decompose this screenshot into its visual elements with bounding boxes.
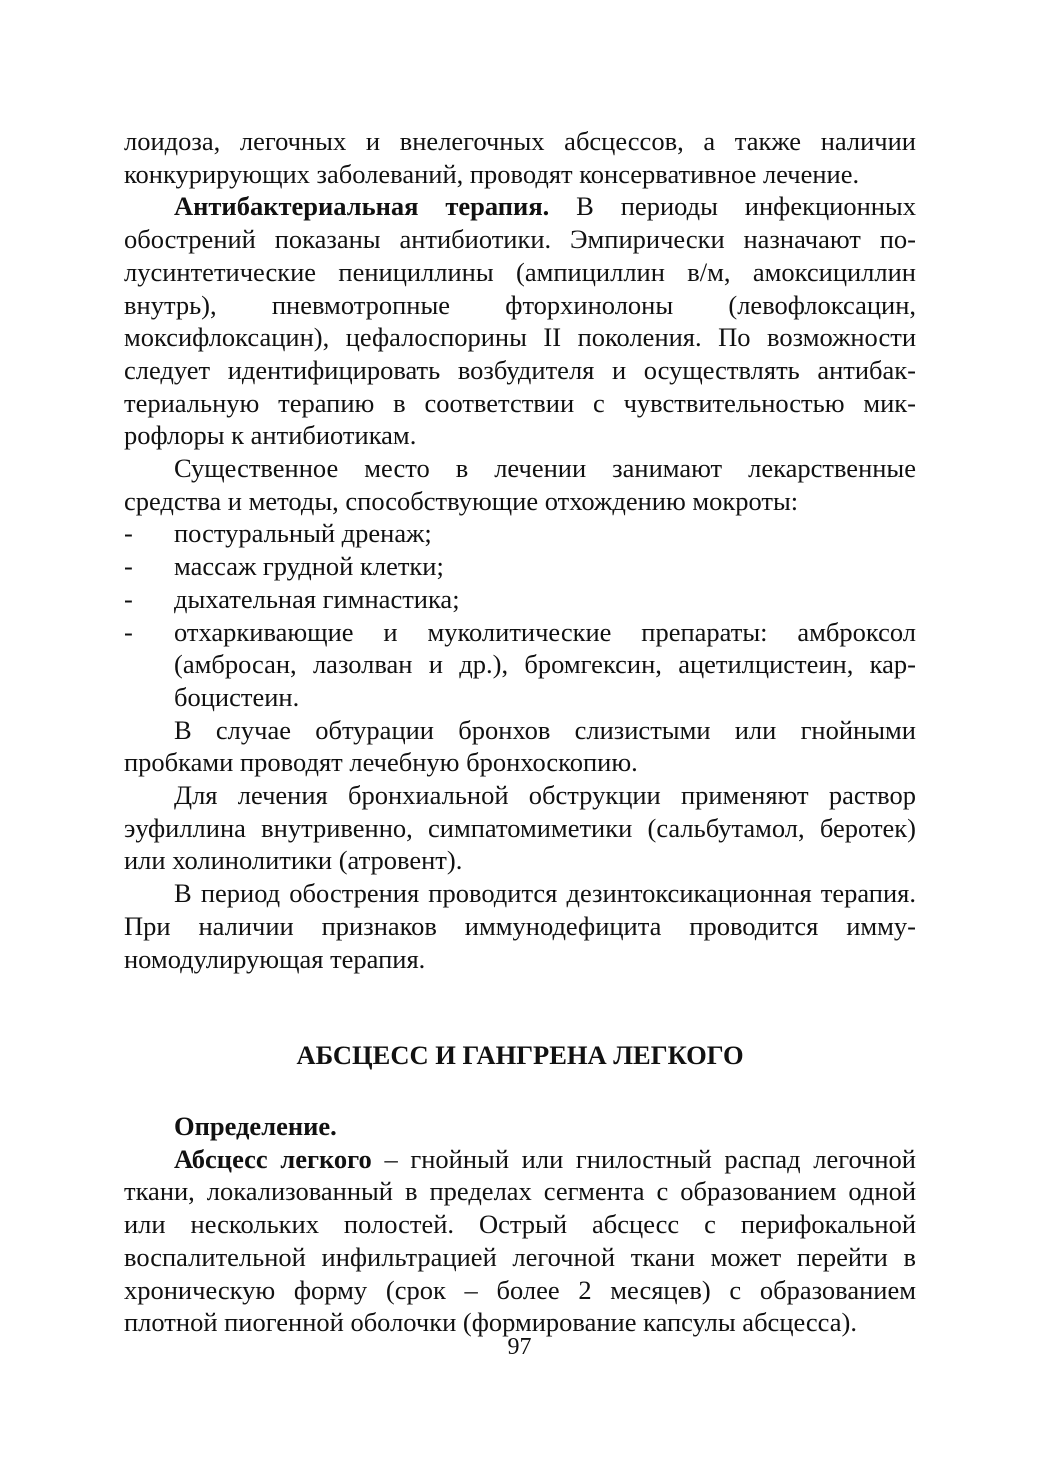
list-item-text: постуральный дренаж; [174, 518, 432, 549]
paragraph-conservative-treatment: лоидоза, легочных и внелегочных абсцессов, а также наличии конкурирующих заболеваний, проводят консервативное лечение. [124, 126, 916, 189]
paragraph-detox-therapy: В период обострения проводится дезинтоксикационная терапия. При наличии признаков иммунодефицита проводится иммуномодулирующая терапия. [124, 878, 916, 974]
heading-antibacterial-therapy: Антибактериальная терапия. [174, 191, 550, 222]
definition-heading: Определение. [174, 1110, 337, 1141]
list-item-text: дыхательная гимнастика; [174, 583, 460, 614]
list-item [124, 616, 916, 714]
abscess-definition-text: – гнойный или гнилостный распад легочной ткани, локализованный в пределах сегмента с образованием одной или нескольких полостей. Острый абсцесс с перифокальной воспалительной инфильтрацией легочной ткани может перейти в хроническую форму (срок – более 2 месяцев) с образованием плотной пиогенной оболочки (формирование капсулы абсцесса). [124, 1143, 916, 1338]
page-content [124, 125, 916, 1339]
list-item-text: отхаркивающие и муколитические препараты: амброксол (амбросан, лазолван и др.), бромгексин, ацетилцистеин, карбоцистеин. [174, 616, 916, 712]
antibacterial-therapy-text: В периоды инфекционных обострений показаны антибиотики. Эмпирически назначают полусинтетические пенициллины (ампициллин в/м, амоксициллин внутрь), пневмотропные фторхинолоны (левофлоксацин, моксифлоксацин), цефалоспорины II поколения. По возможности следует идентифицировать возбудителя и осуществлять антибактериальную терапию в соответствии с чувствительностью микрофлоры к антибиотикам. [124, 191, 916, 451]
list-item [124, 517, 916, 550]
paragraph-sputum-methods: Существенное место в лечении занимают лекарственные средства и методы, способствующие отхождению мокроты: [124, 453, 916, 516]
list-item [124, 550, 916, 583]
page-number: 97 [507, 1334, 532, 1360]
section-title: АБСЦЕСС И ГАНГРЕНА ЛЕГКОГО [296, 1040, 744, 1071]
paragraph-bronchoscopy: В случае обтурации бронхов слизистыми или гнойными пробками проводят лечебную бронхоскопию. [124, 714, 916, 778]
methods-list [124, 517, 916, 713]
list-dash: - [124, 551, 133, 582]
list-item-text: массаж грудной клетки; [174, 551, 444, 582]
term-lung-abscess: Абсцесс легкого [174, 1143, 372, 1174]
list-item [124, 583, 916, 616]
paragraph-bronchial-obstruction: Для лечения бронхиальной обструкции применяют раствор эуфиллина внутривенно, симпатомиметики (сальбутамол, беротек) или холинолитики (атровент). [124, 780, 916, 876]
paragraph-abscess-definition [124, 1143, 916, 1339]
list-dash: - [124, 616, 133, 647]
paragraph-antibacterial-therapy [124, 190, 916, 452]
list-dash: - [124, 518, 133, 549]
list-dash: - [124, 583, 133, 614]
